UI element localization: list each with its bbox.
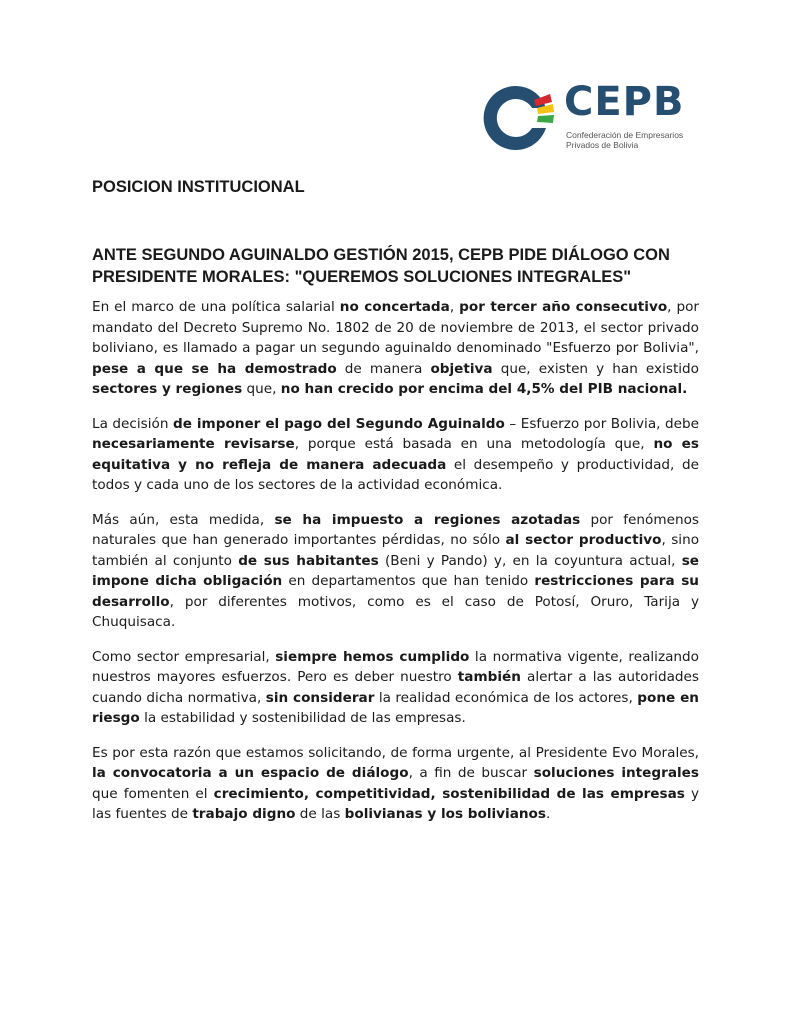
logo-wordmark: CEPB [564,79,685,125]
bold-run: pone en riesgo [92,689,699,726]
logo-subtitle-line2: Privados de Bolivia [566,140,639,150]
bold-run: necesariamente revisarse [92,436,295,452]
text-run: de las [295,806,345,822]
bold-run: sin considerar [265,689,375,706]
text-run: , por diferentes motivos, como es el caso de Potosí, Oruro, Tarija y Chuquisaca. [92,593,699,630]
logo-subtitle-line1: Confederación de Empresarios [566,130,684,140]
cepb-logo-icon [476,78,556,158]
bold-run: por tercer año consecutivo [459,299,668,315]
text-run: la normativa vigente, realizando nuestros mayores esfuerzos. Pero es deber nuestro [92,648,699,685]
paragraph-1 [92,297,699,400]
document-body [92,297,699,839]
bold-run: soluciones integrales [533,765,699,781]
paragraph-5 [92,743,699,825]
bold-run: se ha impuesto a regiones azotadas [274,511,581,528]
text-run: que fomenten el [92,785,214,802]
text-run: el desempeño y productividad, de todos y cada uno de los sectores de la actividad económica. [92,456,699,493]
text-run: . [546,806,551,822]
text-run: Es por esta razón que estamos solicitando, de forma urgente, al Presidente Evo Morales, [92,744,699,761]
text-run: , porque está basada en una metodología que, [294,436,654,452]
text-run: , por mandato del Decreto Supremo No. 1802 de 20 de noviembre de 2013, el sector privado boliviano, es llamado a pagar un segundo aguinaldo denominado "Esfuerzo por Bolivia", [92,299,700,356]
bold-run: de imponer el pago del Segundo Aguinaldo [173,415,505,432]
text-run: (Beni y Pando) y, en la coyuntura actual, [378,552,682,569]
text-run: , sino también al conjunto [92,532,700,569]
bold-run: sectores y regiones [92,381,243,397]
text-run: Más aún, esta medida, [92,511,275,528]
text-run: alertar a las autoridades cuando dicha normativa, [92,669,699,706]
bold-run: restricciones para su desarrollo [92,573,699,610]
logo-subtitle [566,130,683,150]
bold-run: objetiva [430,360,493,377]
bold-run: no concertada [339,299,450,315]
document-heading: POSICION INSTITUCIONAL [92,178,305,196]
bold-run: trabajo digno [192,806,296,822]
bold-run: crecimiento, competitividad, sostenibilidad de las empresas [213,785,685,802]
bold-run: bolivianas y los bolivianos [344,806,546,822]
text-run: por fenómenos naturales que han generado importantes pérdidas, no sólo [92,511,699,548]
text-run: la estabilidad y sostenibilidad de las empresas. [139,710,466,726]
bold-run: también [457,669,521,685]
title-line-2: PRESIDENTE MORALES: "QUEREMOS SOLUCIONES INTEGRALES" [92,268,632,286]
text-run: La decisión [92,415,173,432]
document-title [92,244,712,288]
bold-run: de sus habitantes [238,552,379,569]
title-line-1: ANTE SEGUNDO AGUINALDO GESTIÓN 2015, CEPB PIDE DIÁLOGO CON [92,246,670,264]
bold-run: la convocatoria a un espacio de diálogo [92,765,409,781]
text-run: la realidad económica de los actores, [374,689,638,706]
text-run: de manera [336,360,431,377]
paragraph-3 [92,510,699,633]
text-run: – Esfuerzo por Bolivia, debe [504,415,699,432]
text-run: , [449,299,460,315]
text-run: y las fuentes de [92,785,700,822]
bold-run: no es equitativa y no refleja de manera adecuada [92,436,699,473]
paragraph-2 [92,414,699,496]
text-run: En el marco de una política salarial [92,299,340,315]
text-run: Como sector empresarial, [92,648,276,665]
bold-run: se impone dicha obligación [92,552,699,589]
text-run: en departamentos que han tenido [282,573,535,589]
cepb-logo [476,78,696,158]
text-run: que, existen y han existido [492,360,699,377]
text-run: , a fin de buscar [408,765,534,781]
paragraph-4 [92,647,699,729]
bold-run: pese a que se ha demostrado [92,360,337,377]
bold-run: no han crecido por encima del 4,5% del PIB nacional. [280,381,688,397]
text-run: que, [242,381,281,397]
bold-run: siempre hemos cumplido [275,648,470,665]
bold-run: al sector productivo [505,532,662,548]
